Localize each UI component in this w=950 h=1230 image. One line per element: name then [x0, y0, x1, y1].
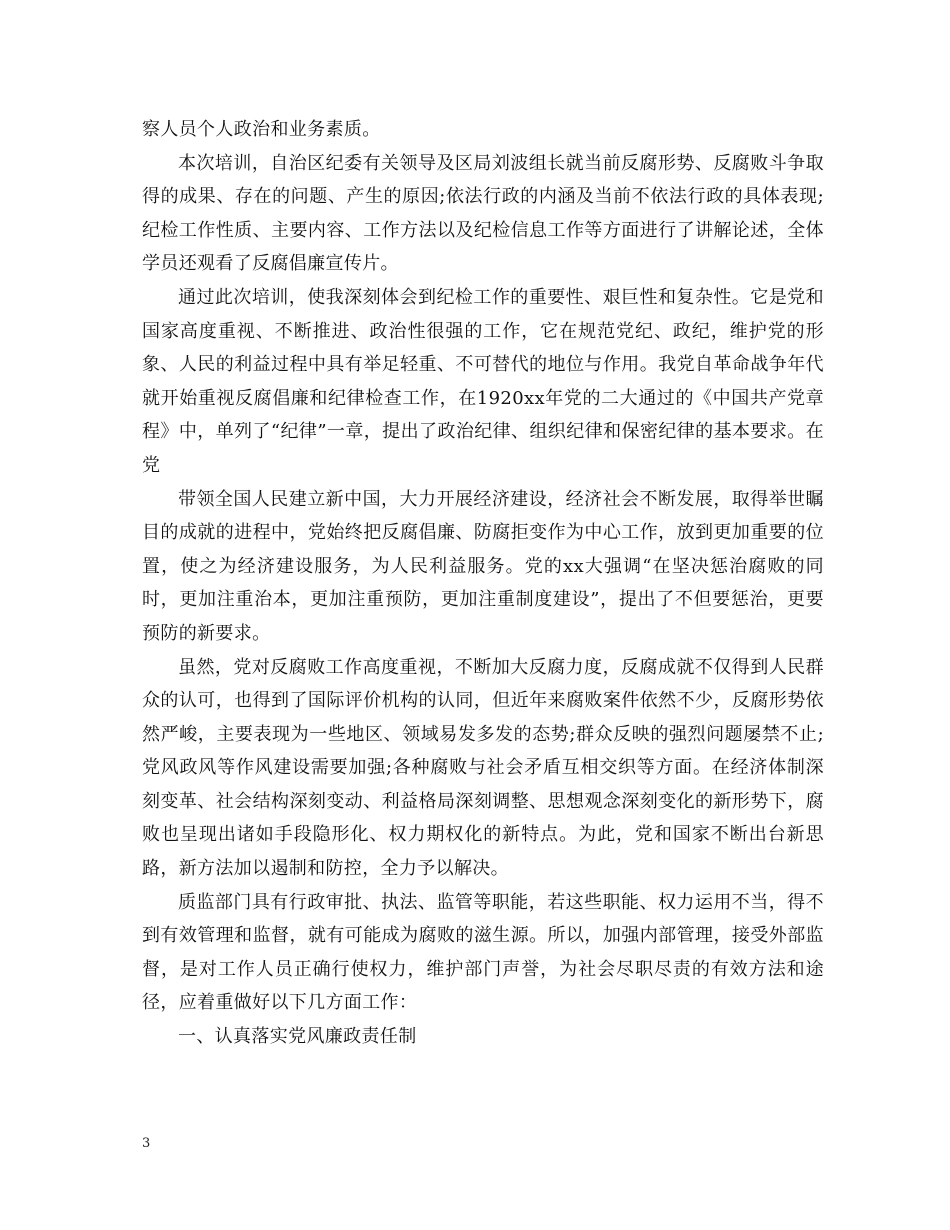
paragraph-1: 察人员个人政治和业务素质。 [142, 119, 381, 140]
paragraph-6: 质监部门具有行政审批、执法、监管等职能，若这些职能、权力运用不当，得不到有效管理和监督，就有可能成为腐败的滋生源。所以，加强内部管理，接受外部监督，是对工作人员正确行使权力，维护部门声誉，为社会尽职尽责的有效方法和途径，应着重做好以下几方面工作： [142, 891, 824, 1014]
section-heading: 一、认真落实党风廉政责任制 [178, 1026, 417, 1048]
paragraph-2: 本次培训，自治区纪委有关领导及区局刘波组长就当前反腐形势、反腐败斗争取得的成果、存在的问题、产生的原因;依法行政的内涵及当前不依法行政的具体表现;纪检工作性质、主要内容、工作方法以及纪检信息工作等方面进行了讲解论述，全体学员还观看了反腐倡廉宣传片。 [142, 152, 824, 275]
paragraph-3: 通过此次培训，使我深刻体会到纪检工作的重要性、艰巨性和复杂性。它是党和国家高度重视、不断推进、政治性很强的工作，它在规范党纪、政纪，维护党的形象、人民的利益过程中具有举足轻重、不可替代的地位与作用。我党自革命战争年代就开始重视反腐倡廉和纪律检查工作，在1920xx年党的二大通过的《中国共产党章程》中，单列了“纪律”一章，提出了政治纪律、组织纪律和保密纪律的基本要求。在党 [142, 286, 824, 476]
document-body [142, 113, 824, 1054]
page-number: 3 [142, 1136, 151, 1151]
paragraph-5: 虽然，党对反腐败工作高度重视，不断加大反腐力度，反腐成就不仅得到人民群众的认可，也得到了国际评价机构的认同，但近年来腐败案件依然不少，反腐形势依然严峻，主要表现为一些地区、领域易发多发的态势;群众反映的强烈问题屡禁不止;党风政风等作风建设需要加强;各种腐败与社会矛盾互相交织等方面。在经济体制深刻变革、社会结构深刻变动、利益格局深刻调整、思想观念深刻变化的新形势下，腐败也呈现出诸如手段隐形化、权力期权化的新特点。为此，党和国家不断出台新思路，新方法加以遏制和防控，全力予以解决。 [142, 656, 824, 880]
paragraph-4: 带领全国人民建立新中国，大力开展经济建设，经济社会不断发展，取得举世瞩目的成就的进程中，党始终把反腐倡廉、防腐拒变作为中心工作，放到更加重要的位置，使之为经济建设服务，为人民利益服务。党的xx大强调“在坚决惩治腐败的同时，更加注重治本，更加注重预防，更加注重制度建设”，提出了不但要惩治，更要预防的新要求。 [142, 488, 824, 644]
